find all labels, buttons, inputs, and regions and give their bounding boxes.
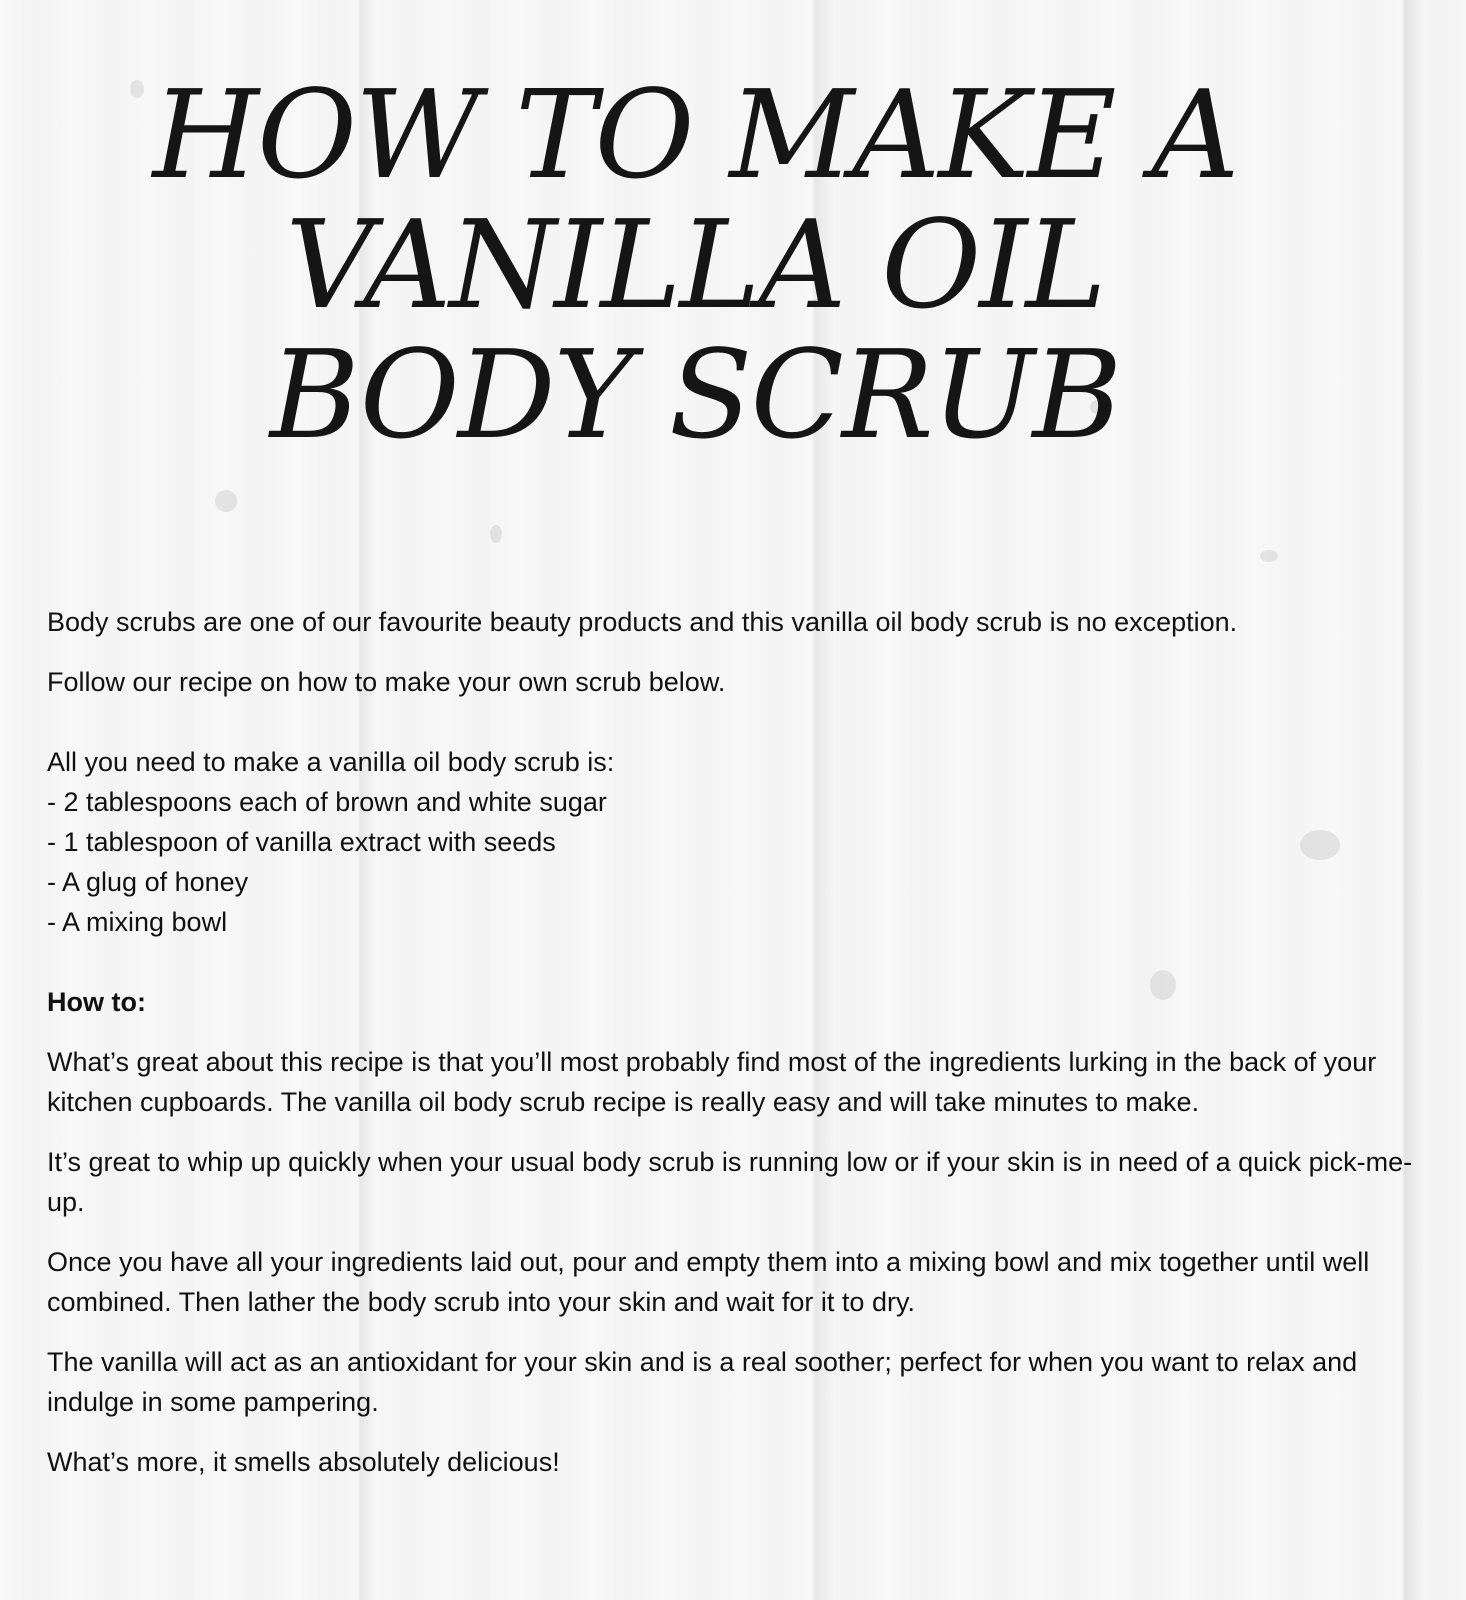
ingredients-heading: All you need to make a vanilla oil body scrub is: [47,747,615,777]
page-title [0,64,1390,466]
background-speck [215,490,237,512]
ingredient-item: - 1 tablespoon of vanilla extract with seeds [47,827,556,857]
intro-paragraph: Body scrubs are one of our favourite beauty products and this vanilla oil body scrub is no exception. [47,607,1238,637]
howto-heading: How to: [47,987,146,1017]
title-line-1: HOW TO MAKE A [152,64,1238,206]
background-speck [1260,550,1278,562]
ingredient-item: - A glug of honey [47,867,249,897]
howto-paragraph: What’s great about this recipe is that you’ll most probably find most of the ingredients lurking in the back of your kitchen cupboards. The vanilla oil body scrub recipe is really easy and will take minutes to make. [47,1047,1377,1117]
title-line-3: BODY SCRUB [269,324,1121,466]
howto-paragraph: What’s more, it smells absolutely delicious! [47,1447,560,1477]
ingredient-item: - A mixing bowl [47,907,228,937]
intro-paragraph: Follow our recipe on how to make your own scrub below. [47,667,726,697]
howto-paragraph: It’s great to whip up quickly when your usual body scrub is running low or if your skin is in need of a quick pick-me-up. [47,1147,1413,1217]
title-line-2: VANILLA OIL [285,194,1105,336]
ingredient-item: - 2 tablespoons each of brown and white sugar [47,787,607,817]
article-body [47,602,1417,1482]
howto-paragraph: The vanilla will act as an antioxidant for your skin and is a real soother; perfect for when you want to relax and indulge in some pampering. [47,1347,1358,1417]
howto-paragraph: Once you have all your ingredients laid out, pour and empty them into a mixing bowl and mix together until well combined. Then lather the body scrub into your skin and wait for it to dry. [47,1247,1370,1317]
background-speck [490,525,502,543]
